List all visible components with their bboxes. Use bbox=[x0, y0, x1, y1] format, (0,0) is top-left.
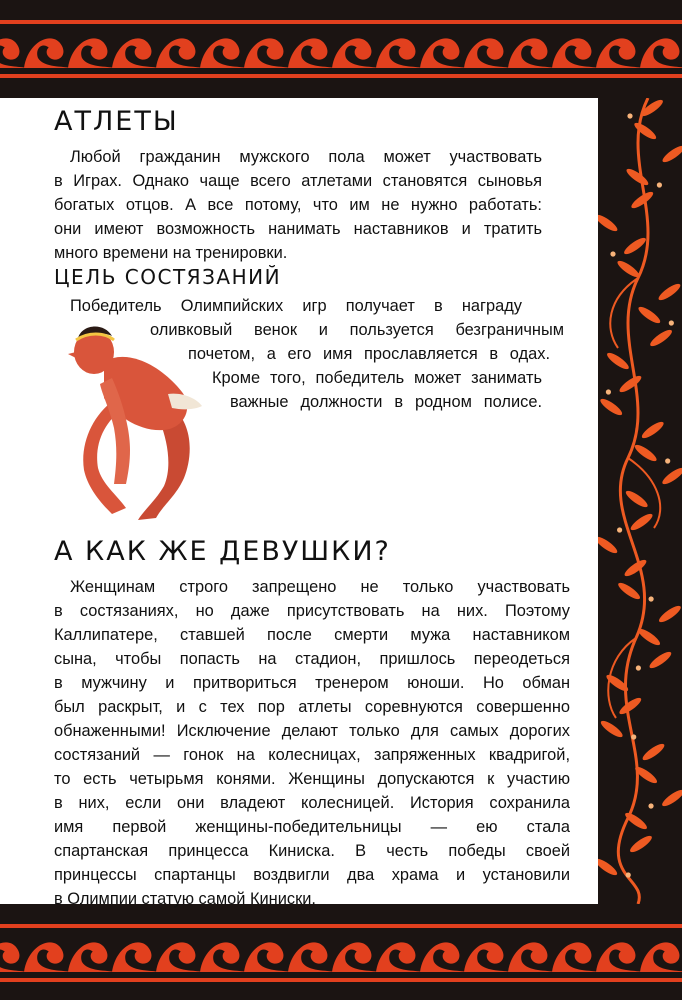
text-line: в состязаниях, но даже присутствовать на них. Поэтому bbox=[54, 602, 570, 620]
text-line: почетом, а его имя прославляется в одах. bbox=[188, 345, 550, 363]
wave-motif-icon bbox=[464, 942, 510, 972]
olive-berry-icon bbox=[665, 458, 670, 463]
olive-berry-icon bbox=[627, 113, 632, 118]
olive-leaf-icon bbox=[623, 557, 649, 578]
wave-motif-icon bbox=[420, 942, 466, 972]
text-line: Каллипатере, ставшей после смерти мужа наставником bbox=[54, 626, 570, 644]
wave-motif-icon bbox=[112, 38, 158, 68]
wave-motif-icon bbox=[200, 38, 246, 68]
olive-leaf-icon bbox=[615, 258, 641, 279]
wave-motif-icon bbox=[156, 942, 202, 972]
olive-leaf-icon bbox=[599, 718, 625, 739]
wave-motif-icon bbox=[200, 942, 246, 972]
wave-motif-icon bbox=[376, 942, 422, 972]
olive-leaf-icon bbox=[622, 235, 648, 256]
wave-motif-icon bbox=[156, 38, 202, 68]
olive-leaf-icon bbox=[657, 281, 682, 302]
olive-leaf-icon bbox=[657, 603, 682, 624]
olive-berry-icon bbox=[606, 389, 611, 394]
text-line: Кроме того, победитель может занимать bbox=[212, 369, 542, 387]
wave-motif-icon bbox=[24, 38, 70, 68]
olive-berry-icon bbox=[610, 251, 615, 256]
wave-motif-icon bbox=[552, 942, 598, 972]
text-line: Любой гражданин мужского пола может участвовать bbox=[70, 148, 542, 166]
text-line: они имеют возможность нанимать наставников и тратить bbox=[54, 220, 542, 238]
olive-leaf-icon bbox=[636, 304, 662, 325]
wave-motif-icon bbox=[0, 942, 26, 972]
wave-motif-icon bbox=[596, 942, 642, 972]
wave-motif-icon bbox=[288, 38, 334, 68]
paragraph-women bbox=[54, 575, 570, 911]
text-line: состязаний — гонок на колесницах, запряженных квадригой, bbox=[54, 746, 570, 764]
wave-motif-icon bbox=[640, 38, 682, 68]
wave-motif-icon bbox=[332, 942, 378, 972]
olive-leaf-icon bbox=[598, 396, 624, 417]
wave-motif-icon bbox=[376, 38, 422, 68]
text-line: спартанская принцесса Киниска. В честь победы своей bbox=[54, 842, 570, 860]
olive-leaf-icon bbox=[636, 626, 662, 647]
olive-leaf-icon bbox=[624, 488, 650, 509]
wave-pattern-icon bbox=[0, 0, 682, 98]
olive-leaf-icon bbox=[660, 143, 682, 164]
top-greek-wave-border bbox=[0, 0, 682, 98]
wave-motif-icon bbox=[508, 942, 554, 972]
olive-berry-icon bbox=[636, 665, 641, 670]
olive-berry-icon bbox=[631, 734, 636, 739]
olive-leaf-icon bbox=[598, 534, 619, 555]
athlete-illustration bbox=[64, 318, 214, 528]
text-line: имя первой женщины-победительницы — ею стала bbox=[54, 818, 570, 836]
heading-goal: ЦЕЛЬ СОСТЯЗАНИЙ bbox=[54, 265, 282, 289]
text-line: был раскрыт, и с тех пор атлеты соревнуются совершенно bbox=[54, 698, 570, 716]
olive-leaf-icon bbox=[598, 212, 619, 233]
text-line: в Играх. Однако чаще всего атлетами становятся сыновья bbox=[54, 172, 542, 190]
text-line: в мужчину и притвориться тренером юноши. Но обман bbox=[54, 674, 570, 692]
text-line: то есть четырьмя конями. Женщины допускаются к участию bbox=[54, 770, 570, 788]
olive-leaf-icon bbox=[624, 166, 650, 187]
text-line: в них, если они владеют колесницей. История сохранила bbox=[54, 794, 570, 812]
wave-motif-icon bbox=[68, 38, 114, 68]
olive-berry-icon bbox=[617, 527, 622, 532]
olive-berry-icon bbox=[669, 320, 674, 325]
heading-women: А КАК ЖЕ ДЕВУШКИ? bbox=[54, 536, 391, 567]
olive-berry-icon bbox=[648, 803, 653, 808]
wave-pattern-icon bbox=[0, 904, 682, 1000]
text-line: оливковый венок и пользуется безграничным bbox=[150, 321, 564, 339]
wave-motif-icon bbox=[596, 38, 642, 68]
heading-athletes: АТЛЕТЫ bbox=[54, 106, 179, 137]
olive-berry-icon bbox=[626, 872, 631, 877]
olive-leaf-icon bbox=[633, 442, 659, 463]
text-line: Победитель Олимпийских игр получает в награду bbox=[70, 297, 522, 315]
wave-motif-icon bbox=[464, 38, 510, 68]
wave-motif-icon bbox=[68, 942, 114, 972]
wave-motif-icon bbox=[112, 942, 158, 972]
text-line: обнаженными! Исключение делают только для самых дорогих bbox=[54, 722, 570, 740]
olive-leaf-icon bbox=[648, 327, 674, 348]
olive-leaf-icon bbox=[617, 373, 643, 394]
wave-motif-icon bbox=[332, 38, 378, 68]
wave-motif-icon bbox=[244, 942, 290, 972]
wave-motif-icon bbox=[24, 942, 70, 972]
text-line: Женщинам строго запрещено не только участвовать bbox=[70, 578, 570, 596]
olive-leaf-icon bbox=[647, 649, 673, 670]
olive-leaf-icon bbox=[640, 419, 666, 440]
text-line: сына, чтобы попасть на стадион, пришлось переодеться bbox=[54, 650, 570, 668]
olive-leaf-icon bbox=[616, 580, 642, 601]
wave-motif-icon bbox=[244, 38, 290, 68]
olive-berry-icon bbox=[657, 182, 662, 187]
text-line: в Олимпии статую самой Киниски. bbox=[54, 890, 316, 908]
wave-motif-icon bbox=[552, 38, 598, 68]
olive-leaf-icon bbox=[632, 120, 658, 141]
text-line: много времени на тренировки. bbox=[54, 244, 288, 262]
text-line: принцессы спартанцы воздвигли два храма и установили bbox=[54, 866, 570, 884]
right-vine-panel bbox=[598, 98, 682, 904]
olive-leaf-icon bbox=[628, 833, 654, 854]
olive-leaf-icon bbox=[660, 465, 682, 486]
text-line: богатых отцов. А все потому, что им не нужно работать: bbox=[54, 196, 542, 214]
olive-vine-icon bbox=[598, 98, 682, 904]
wave-motif-icon bbox=[508, 38, 554, 68]
bottom-greek-wave-border bbox=[0, 904, 682, 1000]
olive-leaf-icon bbox=[629, 511, 655, 532]
olive-leaf-icon bbox=[605, 350, 631, 371]
olive-leaf-icon bbox=[660, 787, 682, 808]
olive-berry-icon bbox=[649, 596, 654, 601]
text-line: важные должности в родном полисе. bbox=[230, 393, 542, 411]
olive-leaf-icon bbox=[617, 695, 643, 716]
wave-motif-icon bbox=[640, 942, 682, 972]
olive-leaf-icon bbox=[598, 856, 619, 877]
olive-leaf-icon bbox=[641, 741, 667, 762]
wave-motif-icon bbox=[288, 942, 334, 972]
wave-motif-icon bbox=[0, 38, 26, 68]
paragraph-athletes bbox=[54, 145, 542, 265]
wave-motif-icon bbox=[420, 38, 466, 68]
